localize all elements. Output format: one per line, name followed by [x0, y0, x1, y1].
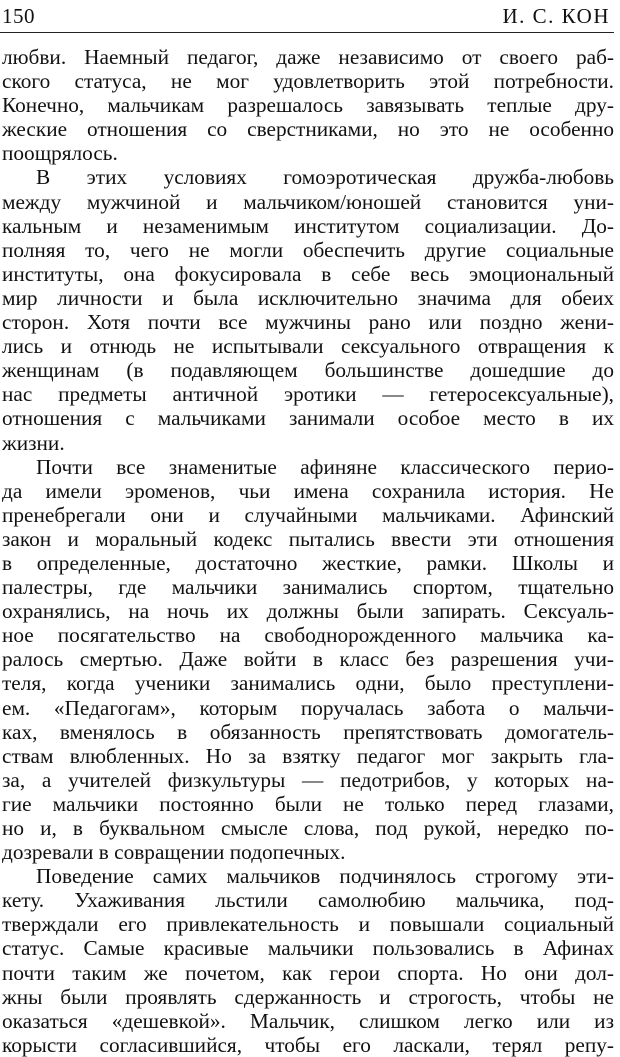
text-line: сторон. Хотя почти все мужчины рано или поздно жени-: [2, 310, 614, 335]
text-line: Почти все знаменитые афиняне классического перио-: [36, 454, 614, 479]
text-line: но и, в буквальном смысле слова, под рукой, нередко по-: [2, 816, 614, 840]
paragraph: [2, 864, 614, 1057]
text-line: между мужчиной и мальчиком/юношей становится уни-: [2, 189, 614, 214]
text-line: корысти согласившийся, чтобы его ласкали, терял репу-: [2, 1032, 614, 1057]
text-line: мир личности и была исключительно значима для обеих: [2, 285, 614, 310]
text-line: ралось смертью. Даже войти в класс без разрешения учи-: [2, 647, 614, 672]
text-line: пренебрегали они и случайными мальчиками. Афинский: [2, 502, 614, 527]
text-line: тверждали его привлекательность и повышали социальный: [2, 912, 614, 937]
text-line: полняя то, чего не могли обеспечить другие социальные: [2, 237, 614, 262]
text-line: гие мальчики постоянно были не только перед глазами,: [2, 791, 614, 816]
text-line: ствам влюбленных. Но за взятку педагог мог закрыть гла-: [2, 743, 614, 768]
text-line: в определенные, достаточно жесткие, рамки. Школы и: [2, 550, 614, 575]
text-line: да имели эроменов, чьи имена сохранила история. Не: [2, 478, 614, 503]
text-line: охранялись, на ночь их должны были запирать. Сексуаль-: [2, 599, 614, 624]
body-text: [2, 45, 614, 1057]
paragraph: [2, 165, 614, 454]
text-line: ное посягательство на свободнорожденного мальчика ка-: [2, 623, 614, 648]
text-line: теля, когда ученики занимались одни, было преступлени-: [2, 671, 614, 696]
text-line: закон и моральный кодекс пытались ввести эти отношения: [2, 526, 614, 551]
text-line: ского статуса, не мог удовлетворить этой потребности.: [2, 69, 614, 94]
page-number: 150: [2, 4, 35, 28]
paragraph: [2, 45, 614, 165]
text-line: кету. Ухаживания льстили самолюбию мальчика, под-: [2, 888, 614, 913]
text-line: ем. «Педагогам», которым поручалась забота о мальчи-: [2, 695, 614, 720]
text-line: жизни.: [2, 430, 65, 455]
text-line: любви. Наемный педагог, даже независимо от своего раб-: [2, 45, 614, 69]
text-line: женщинам (в подавляющем большинстве дошедшие до: [2, 358, 614, 383]
text-line: дозревали в совращении подопечных.: [2, 840, 346, 865]
text-line: институты, она фокусировала в себе весь эмоциональный: [2, 261, 614, 286]
text-line: кальным и незаменимым институтом социализации. До-: [2, 213, 614, 238]
text-line: В этих условиях гомоэротическая дружба-любовь: [36, 165, 614, 190]
text-line: жеские отношения со сверстниками, но это не особенно: [2, 117, 614, 142]
text-line: Конечно, мальчикам разрешалось завязывать теплые дру-: [2, 93, 614, 118]
text-line: статус. Самые красивые мальчики пользовались в Афинах: [2, 936, 614, 961]
text-line: лись и отнюдь не испытывали сексуального отвращения к: [2, 334, 614, 359]
text-line: отношения с мальчиками занимали особое место в их: [2, 406, 614, 431]
text-line: Поведение самих мальчиков подчинялось строгому эти-: [36, 864, 614, 889]
paragraph: [2, 455, 614, 865]
text-line: жны были проявлять сдержанность и строгость, чтобы не: [2, 984, 614, 1009]
text-line: поощрялось.: [2, 141, 118, 166]
text-line: нас предметы античной эротики — гетеросексуальные),: [2, 382, 614, 407]
text-line: ках, вменялось в обязанность препятствовать домогатель-: [2, 719, 614, 744]
text-line: за, а учителей физкультуры — педотрибов, у которых на-: [2, 767, 614, 792]
page-header: [0, 2, 614, 33]
text-line: оказаться «дешевкой». Мальчик, слишком легко или из: [2, 1008, 614, 1033]
text-line: почти таким же почетом, как герои спорта. Но они дол-: [2, 960, 614, 985]
running-head: И. С. КОН: [502, 4, 610, 28]
text-line: палестры, где мальчики занимались спортом, тщательно: [2, 575, 614, 600]
